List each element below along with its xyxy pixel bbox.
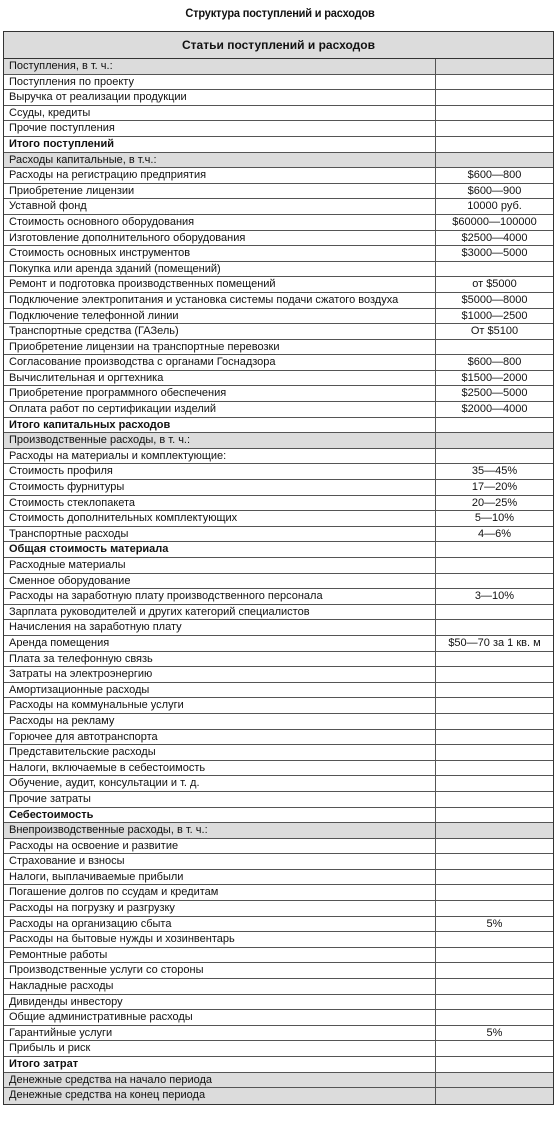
row-value: 35—45%: [471, 465, 518, 478]
table-row: [4, 761, 553, 777]
row-value: [436, 620, 553, 635]
row-label: Оплата работ по сертификации изделий: [4, 402, 436, 417]
row-label: Дивиденды инвестору: [4, 995, 436, 1010]
row-value: $1000—2500: [461, 309, 528, 322]
row-label: Гарантийные услуги: [4, 1026, 436, 1041]
row-value: [436, 418, 553, 433]
row-label: Налоги, включаемые в себестоимость: [4, 761, 436, 776]
table-row: [4, 433, 553, 449]
row-label: Итого поступлений: [4, 137, 436, 152]
row-label: Затраты на электроэнергию: [4, 667, 436, 682]
row-label: Ремонтные работы: [4, 948, 436, 963]
row-label: Транспортные средства (ГАЗель): [4, 324, 436, 339]
row-value: 3—10%: [474, 590, 515, 603]
row-value: [436, 1057, 553, 1072]
row-label: Аренда помещения: [4, 636, 436, 651]
table-row: [4, 371, 553, 387]
row-label: Расходы на материалы и комплектующие:: [4, 449, 436, 464]
row-value: От $5100: [470, 325, 519, 338]
row-value: [436, 59, 553, 74]
table-row: [4, 215, 553, 231]
table-row: [4, 589, 553, 605]
row-value: $1500—2000: [461, 371, 528, 384]
table-row: [4, 636, 553, 652]
row-value: $3000—5000: [461, 247, 528, 260]
row-value: [436, 542, 553, 557]
table-row: [4, 90, 553, 106]
row-value: 17—20%: [471, 481, 518, 494]
row-label: Изготовление дополнительного оборудования: [4, 231, 436, 246]
row-label: Стоимость основных инструментов: [4, 246, 436, 261]
row-label: Ссуды, кредиты: [4, 106, 436, 121]
row-label: Приобретение программного обеспечения: [4, 386, 436, 401]
row-value: [436, 979, 553, 994]
table-row: [4, 168, 553, 184]
table-row: [4, 106, 553, 122]
row-value: $600—800: [467, 356, 522, 369]
row-label: Производственные расходы, в т. ч.:: [4, 433, 436, 448]
row-value: [436, 137, 553, 152]
row-value: [436, 683, 553, 698]
row-value: [436, 449, 553, 464]
table-row: [4, 262, 553, 278]
row-value: [436, 75, 553, 90]
row-label: Расходы капитальные, в т.ч.:: [4, 153, 436, 168]
table-row: [4, 839, 553, 855]
row-value: $600—800: [467, 169, 522, 182]
table-row: [4, 995, 553, 1011]
row-value: [436, 574, 553, 589]
row-label: Накладные расходы: [4, 979, 436, 994]
row-label: Расходы на освоение и развитие: [4, 839, 436, 854]
row-label: Подключение телефонной линии: [4, 309, 436, 324]
row-label: Поступления, в т. ч.:: [4, 59, 436, 74]
table-row: [4, 199, 553, 215]
row-label: Денежные средства на начало периода: [4, 1073, 436, 1088]
row-label: Общие административные расходы: [4, 1010, 436, 1025]
table-row: [4, 121, 553, 137]
row-label: Выручка от реализации продукции: [4, 90, 436, 105]
table-row: [4, 979, 553, 995]
table-row: [4, 1088, 553, 1104]
table-row: [4, 355, 553, 371]
table-row: [4, 963, 553, 979]
table-row: [4, 885, 553, 901]
row-value: [436, 652, 553, 667]
row-label: Налоги, выплачиваемые прибыли: [4, 870, 436, 885]
row-value: [436, 745, 553, 760]
table-row: [4, 340, 553, 356]
row-label: Страхование и взносы: [4, 854, 436, 869]
row-value: [436, 932, 553, 947]
row-value: [436, 433, 553, 448]
row-value: 10000 руб.: [467, 200, 522, 213]
row-label: Приобретение лицензии: [4, 184, 436, 199]
table-row: [4, 75, 553, 91]
row-value: [436, 995, 553, 1010]
table-row: [4, 1057, 553, 1073]
row-label: Стоимость дополнительных комплектующих: [4, 511, 436, 526]
row-value: [436, 1073, 553, 1088]
table-row: [4, 792, 553, 808]
row-value: $2000—4000: [461, 403, 528, 416]
row-value: [436, 90, 553, 105]
row-value: $60000—100000: [452, 215, 537, 228]
row-label: Стоимость стеклопакета: [4, 496, 436, 511]
row-value: [436, 605, 553, 620]
row-label: Расходы на регистрацию предприятия: [4, 168, 436, 183]
row-value: [436, 948, 553, 963]
table-row: [4, 464, 553, 480]
table-row: [4, 402, 553, 418]
row-value: [436, 106, 553, 121]
row-label: Прочие затраты: [4, 792, 436, 807]
row-label: Расходы на рекламу: [4, 714, 436, 729]
row-value: [436, 854, 553, 869]
table-row: [4, 745, 553, 761]
table-row: [4, 480, 553, 496]
table-row: [4, 932, 553, 948]
row-label: Расходы на заработную плату производственного персонала: [4, 589, 436, 604]
row-value: [436, 698, 553, 713]
table-row: [4, 386, 553, 402]
table-row: [4, 137, 553, 153]
row-value: [436, 901, 553, 916]
table-row: [4, 324, 553, 340]
row-label: Итого капитальных расходов: [4, 418, 436, 433]
row-value: $50—70 за 1 кв. м: [448, 636, 541, 649]
table-row: [4, 854, 553, 870]
table-row: [4, 542, 553, 558]
row-value: 20—25%: [471, 496, 518, 509]
row-value: [436, 558, 553, 573]
row-label: Покупка или аренда зданий (помещений): [4, 262, 436, 277]
table-row: [4, 652, 553, 668]
table-row: [4, 231, 553, 247]
table-row: [4, 449, 553, 465]
row-value: [436, 761, 553, 776]
row-value: 5—10%: [474, 512, 515, 525]
table-row: [4, 511, 553, 527]
row-label: Поступления по проекту: [4, 75, 436, 90]
row-value: [436, 714, 553, 729]
table-row: [4, 293, 553, 309]
row-label: Сменное оборудование: [4, 574, 436, 589]
table-row: [4, 901, 553, 917]
row-value: [436, 808, 553, 823]
row-value: [436, 885, 553, 900]
table-header: Статьи поступлений и расходов: [4, 32, 553, 59]
row-label: Плата за телефонную связь: [4, 652, 436, 667]
row-label: Итого затрат: [4, 1057, 436, 1072]
table-row: [4, 620, 553, 636]
table-row: [4, 1041, 553, 1057]
row-label: Вычислительная и оргтехника: [4, 371, 436, 386]
row-value: [436, 776, 553, 791]
table-row: [4, 870, 553, 886]
row-value: [436, 870, 553, 885]
row-label: Обучение, аудит, консультации и т. д.: [4, 776, 436, 791]
row-value: [436, 340, 553, 355]
table-row: [4, 683, 553, 699]
row-value: [436, 153, 553, 168]
table-row: [4, 730, 553, 746]
row-label: Стоимость профиля: [4, 464, 436, 479]
row-label: Уставной фонд: [4, 199, 436, 214]
row-label: Погашение долгов по ссудам и кредитам: [4, 885, 436, 900]
row-label: Расходы на бытовые нужды и хозинвентарь: [4, 932, 436, 947]
row-value: $2500—5000: [461, 387, 528, 400]
row-label: Себестоимость: [4, 808, 436, 823]
table-row: [4, 1026, 553, 1042]
row-value: [436, 730, 553, 745]
row-value: [436, 792, 553, 807]
row-label: Прибыль и риск: [4, 1041, 436, 1056]
row-value: $600—900: [467, 184, 522, 197]
table-row: [4, 309, 553, 325]
table-row: [4, 1073, 553, 1089]
row-value: [436, 121, 553, 136]
row-value: 4—6%: [477, 527, 512, 540]
row-label: Начисления на заработную плату: [4, 620, 436, 635]
row-label: Зарплата руководителей и других категорий специалистов: [4, 605, 436, 620]
table-row: [4, 1010, 553, 1026]
income-expense-table: [3, 31, 554, 1105]
row-label: Горючее для автотранспорта: [4, 730, 436, 745]
table-row: [4, 246, 553, 262]
table-row: [4, 558, 553, 574]
row-value: [436, 667, 553, 682]
table-row: [4, 527, 553, 543]
row-label: Стоимость основного оборудования: [4, 215, 436, 230]
row-label: Внепроизводственные расходы, в т. ч.:: [4, 823, 436, 838]
row-value: $2500—4000: [461, 231, 528, 244]
table-row: [4, 574, 553, 590]
row-value: [436, 1041, 553, 1056]
table-row: [4, 496, 553, 512]
row-label: Согласование производства с органами Госнадзора: [4, 355, 436, 370]
document-title: Структура поступлений и расходов: [185, 6, 375, 20]
row-value: [436, 823, 553, 838]
row-value: 5%: [486, 1026, 503, 1039]
row-label: Приобретение лицензии на транспортные перевозки: [4, 340, 436, 355]
row-label: Производственные услуги со стороны: [4, 963, 436, 978]
table-row: [4, 667, 553, 683]
table-body: [4, 59, 553, 1104]
row-label: Ремонт и подготовка производственных помещений: [4, 277, 436, 292]
table-row: [4, 917, 553, 933]
row-label: Расходы на организацию сбыта: [4, 917, 436, 932]
row-label: Представительские расходы: [4, 745, 436, 760]
table-row: [4, 776, 553, 792]
row-label: Прочие поступления: [4, 121, 436, 136]
table-row: [4, 698, 553, 714]
row-label: Транспортные расходы: [4, 527, 436, 542]
row-label: Денежные средства на конец периода: [4, 1088, 436, 1104]
row-value: [436, 1010, 553, 1025]
table-row: [4, 418, 553, 434]
row-value: [436, 963, 553, 978]
row-value: $5000—8000: [461, 293, 528, 306]
table-row: [4, 59, 553, 75]
row-value: от $5000: [472, 278, 517, 291]
table-row: [4, 153, 553, 169]
row-label: Стоимость фурнитуры: [4, 480, 436, 495]
table-row: [4, 823, 553, 839]
table-row: [4, 184, 553, 200]
row-label: Расходы на коммунальные услуги: [4, 698, 436, 713]
row-label: Расходы на погрузку и разгрузку: [4, 901, 436, 916]
table-row: [4, 808, 553, 824]
row-value: [436, 839, 553, 854]
row-value: 5%: [486, 917, 503, 930]
row-label: Подключение электропитания и установка системы подачи сжатого воздуха: [4, 293, 436, 308]
table-row: [4, 714, 553, 730]
row-value: [436, 1088, 553, 1104]
table-row: [4, 277, 553, 293]
row-value: [436, 262, 553, 277]
table-row: [4, 605, 553, 621]
table-row: [4, 948, 553, 964]
row-label: Амортизационные расходы: [4, 683, 436, 698]
row-label: Общая стоимость материала: [4, 542, 436, 557]
row-label: Расходные материалы: [4, 558, 436, 573]
